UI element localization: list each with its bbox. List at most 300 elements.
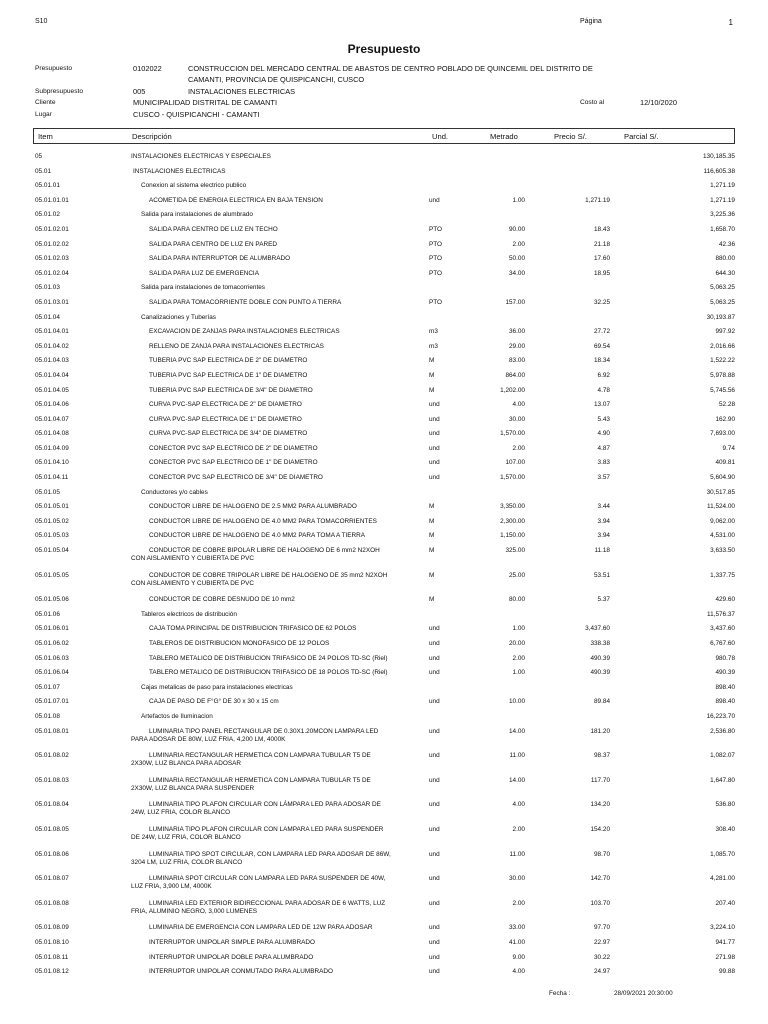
row-precio: 6.92 bbox=[597, 371, 610, 379]
table-row bbox=[35, 798, 735, 823]
row-precio: 103.70 bbox=[590, 899, 610, 907]
row-parcial: 308.40 bbox=[715, 825, 735, 833]
row-parcial: 11,524.00 bbox=[707, 503, 735, 511]
cliente-value: MUNICIPALIDAD DISTRITAL DE CAMANTI bbox=[133, 98, 277, 107]
row-precio: 154.20 bbox=[590, 825, 610, 833]
row-description: CONECTOR PVC SAP ELECTRICO DE 1" DE DIAMETRO bbox=[149, 459, 318, 467]
table-row bbox=[35, 471, 735, 486]
table-row bbox=[35, 652, 735, 667]
row-unit: und bbox=[429, 825, 440, 833]
row-description: LUMINARIA DE EMERGENCIA CON LAMPARA LED DE 12W PARA ADOSAR bbox=[149, 924, 373, 932]
row-description: INTERRUPTOR UNIPOLAR SIMPLE PARA ALUMBRADO bbox=[149, 938, 315, 946]
row-precio: 22.97 bbox=[594, 938, 610, 946]
row-description: TABLEROS DE DISTRIBUCION MONOFASICO DE 12 POLOS bbox=[149, 640, 330, 647]
table-row bbox=[35, 695, 735, 710]
row-item-code: 05.01.08.05 bbox=[35, 825, 69, 833]
row-unit: M bbox=[429, 386, 435, 394]
row-item-code: 05.01.04.01 bbox=[35, 328, 69, 336]
col-descripcion: Descripción bbox=[132, 132, 172, 141]
row-precio: 181.20 bbox=[590, 727, 610, 735]
lugar-label: Lugar bbox=[35, 111, 52, 118]
presupuesto-desc-1: CONSTRUCCION DEL MERCADO CENTRAL DE ABASTOS DE CENTRO POBLADO DE QUINCEMIL DEL DISTRITO DE bbox=[188, 64, 593, 73]
row-description: LUMINARIA TIPO PLAFON CIRCULAR CON LAMPARA LED PARA SUSPENDER DE 24W, LUZ FRIA, COLOR BLANCO bbox=[131, 825, 384, 841]
row-item-code: 05.01.03.01 bbox=[35, 298, 69, 306]
table-row bbox=[35, 569, 735, 594]
row-metrado: 1,570.00 bbox=[500, 430, 525, 438]
row-description: SALIDA PARA CENTRO DE LUZ EN TECHO bbox=[149, 225, 278, 233]
row-parcial: 30,517.85 bbox=[706, 488, 735, 496]
row-item-code: 05.01.05 bbox=[35, 488, 60, 496]
row-item-code: 05.01.08.02 bbox=[35, 752, 69, 760]
table-row bbox=[35, 897, 735, 922]
row-parcial: 30,193.87 bbox=[706, 313, 735, 321]
row-unit: M bbox=[429, 571, 435, 579]
lugar-value: CUSCO - QUISPICANCHI - CAMANTI bbox=[133, 110, 260, 119]
row-description: CONDUCTOR LIBRE DE HALOGENO DE 2.5 MM2 PARA ALUMBRADO bbox=[149, 503, 357, 511]
table-row bbox=[35, 325, 735, 340]
row-unit: M bbox=[429, 547, 435, 555]
row-parcial: 6,767.60 bbox=[710, 640, 735, 647]
presupuesto-label: Presupuesto bbox=[35, 65, 73, 72]
row-parcial: 7,693.00 bbox=[710, 430, 735, 438]
table-row bbox=[35, 427, 735, 442]
row-precio: 24.97 bbox=[594, 968, 610, 976]
row-item-code: 05.01.06.04 bbox=[35, 669, 69, 677]
row-parcial: 11,576.37 bbox=[707, 610, 735, 618]
table-row bbox=[35, 311, 735, 326]
row-description: CURVA PVC-SAP ELECTRICA DE 2" DE DIAMETRO bbox=[149, 401, 302, 409]
row-unit: und bbox=[429, 953, 440, 961]
row-precio: 4.78 bbox=[597, 386, 610, 394]
row-unit: und bbox=[429, 968, 440, 976]
row-unit: M bbox=[429, 503, 435, 511]
row-unit: und bbox=[429, 727, 440, 735]
row-unit: und bbox=[429, 654, 440, 662]
row-parcial: 1,082.07 bbox=[710, 752, 735, 760]
row-parcial: 5,063.25 bbox=[710, 298, 735, 306]
row-item-code: 05.01.05.01 bbox=[35, 503, 69, 511]
table-row bbox=[35, 774, 735, 799]
row-unit: M bbox=[429, 596, 435, 604]
row-description: Salida para instalaciones de tomacorrientes bbox=[141, 284, 265, 292]
row-metrado: 2,300.00 bbox=[500, 517, 525, 525]
row-unit: und bbox=[429, 801, 440, 809]
row-unit: m3 bbox=[429, 328, 438, 336]
row-precio: 490.39 bbox=[590, 654, 610, 662]
cliente-label: Cliente bbox=[35, 99, 56, 106]
row-description: SALIDA PARA LUZ DE EMERGENCIA bbox=[149, 269, 259, 277]
row-item-code: 05.01.02.01 bbox=[35, 225, 69, 233]
row-precio: 18.34 bbox=[594, 357, 610, 365]
row-unit: PTO bbox=[429, 225, 443, 233]
row-parcial: 5,745.56 bbox=[710, 386, 735, 394]
row-item-code: 05.01.08.12 bbox=[35, 968, 69, 976]
row-item-code: 05.01.07 bbox=[35, 683, 60, 691]
subpresupuesto-label: Subpresupuesto bbox=[35, 88, 84, 95]
col-precio: Precio S/. bbox=[554, 132, 587, 141]
row-metrado: 864.00 bbox=[505, 371, 525, 379]
row-parcial: 880.00 bbox=[715, 255, 735, 263]
row-precio: 18.95 bbox=[594, 269, 610, 277]
row-description: INSTALACIONES ELECTRICAS bbox=[133, 167, 226, 175]
row-metrado: 3,350.00 bbox=[500, 503, 525, 511]
row-parcial: 5,604.90 bbox=[710, 474, 735, 482]
row-item-code: 05 bbox=[35, 153, 43, 160]
row-metrado: 36.00 bbox=[509, 328, 525, 336]
table-row bbox=[35, 500, 735, 515]
row-unit: M bbox=[429, 371, 435, 379]
row-metrado: 107.00 bbox=[505, 459, 525, 467]
row-unit: und bbox=[429, 924, 440, 932]
row-unit: und bbox=[429, 401, 440, 409]
row-description: LUMINARIA TIPO PANEL RECTANGULAR DE 0.30X1.20MCON LAMPARA LED PARA ADOSAR DE 80W, LUZ FRIA, 4,200 LM, 4000K bbox=[131, 727, 379, 743]
row-unit: m3 bbox=[429, 342, 438, 350]
table-row bbox=[35, 384, 735, 399]
row-unit: und bbox=[429, 938, 440, 946]
table-row bbox=[35, 223, 735, 238]
row-item-code: 05.01.04.09 bbox=[35, 444, 69, 452]
table-row bbox=[35, 593, 735, 608]
page-title: Presupuesto bbox=[347, 42, 421, 56]
row-parcial: 4,531.00 bbox=[710, 532, 735, 540]
row-parcial: 1,271.19 bbox=[710, 196, 735, 204]
table-row bbox=[35, 340, 735, 355]
row-item-code: 05.01 bbox=[35, 167, 51, 175]
row-item-code: 05.01.08 bbox=[35, 712, 60, 720]
table-row bbox=[35, 486, 735, 501]
row-parcial: 644.30 bbox=[715, 269, 735, 277]
row-description: TABLERO METALICO DE DISTRIBUCION TRIFASICO DE 24 POLOS TD-SC (Riel) bbox=[149, 654, 388, 662]
row-parcial: 42.36 bbox=[719, 240, 735, 248]
row-parcial: 3,225.36 bbox=[710, 211, 735, 219]
row-item-code: 05.01.04.05 bbox=[35, 386, 69, 394]
row-metrado: 83.00 bbox=[509, 357, 525, 365]
col-parcial: Parcial S/. bbox=[624, 132, 659, 141]
row-metrado: 2.00 bbox=[512, 899, 525, 907]
row-precio: 69.54 bbox=[594, 342, 610, 350]
row-precio: 4.87 bbox=[597, 444, 610, 452]
row-unit: und bbox=[429, 415, 440, 423]
top-line bbox=[35, 18, 733, 30]
row-metrado: 157.00 bbox=[505, 298, 525, 306]
row-parcial: 271.98 bbox=[715, 953, 735, 961]
table-row bbox=[35, 710, 735, 725]
row-parcial: 1,271.19 bbox=[710, 182, 735, 190]
row-item-code: 05.01.04.06 bbox=[35, 401, 69, 409]
row-item-code: 05.01.02.02 bbox=[35, 240, 69, 248]
row-metrado: 1,202.00 bbox=[500, 386, 525, 394]
table-row bbox=[35, 608, 735, 623]
row-parcial: 207.40 bbox=[715, 899, 735, 907]
row-precio: 53.51 bbox=[594, 571, 610, 579]
row-item-code: 05.01.04.07 bbox=[35, 415, 69, 423]
row-metrado: 4.00 bbox=[512, 401, 525, 409]
row-unit: und bbox=[429, 875, 440, 883]
table-row bbox=[35, 637, 735, 652]
table-row bbox=[35, 354, 735, 369]
row-unit: und bbox=[429, 899, 440, 907]
table-row bbox=[35, 369, 735, 384]
row-unit: PTO bbox=[429, 298, 443, 306]
row-item-code: 05.01.04.10 bbox=[35, 459, 69, 467]
row-parcial: 536.80 bbox=[715, 801, 735, 809]
row-unit: und bbox=[429, 430, 440, 438]
row-precio: 117.70 bbox=[590, 776, 610, 784]
row-item-code: 05.01.06.02 bbox=[35, 640, 69, 647]
table-row bbox=[35, 398, 735, 413]
row-description: TUBERIA PVC SAP ELECTRICA DE 1" DE DIAMETRO bbox=[149, 371, 308, 379]
row-item-code: 05.01.05.04 bbox=[35, 547, 69, 555]
row-metrado: 325.00 bbox=[505, 547, 525, 555]
row-description: SALIDA PARA INTERRUPTOR DE ALUMBRADO bbox=[149, 255, 291, 263]
table-row bbox=[35, 951, 735, 966]
row-item-code: 05.01.08.10 bbox=[35, 938, 69, 946]
row-precio: 5.37 bbox=[597, 596, 610, 604]
column-header bbox=[33, 128, 735, 144]
row-description: CONDUCTOR DE COBRE BIPOLAR LIBRE DE HALOGENO DE 6 mm2 N2XOH CON AISLAMIENTO Y CUBIERTA DE PVC bbox=[131, 547, 380, 563]
row-description: Conductores y/o cables bbox=[141, 488, 208, 496]
row-description: RELLENO DE ZANJA PARA INSTALACIONES ELECTRICAS bbox=[149, 342, 324, 350]
row-parcial: 1,658.70 bbox=[710, 225, 735, 233]
row-item-code: 05.01.08.04 bbox=[35, 801, 69, 809]
row-metrado: 2.00 bbox=[512, 654, 525, 662]
row-parcial: 490.39 bbox=[715, 669, 735, 677]
row-parcial: 2,536.80 bbox=[710, 727, 735, 735]
row-metrado: 11.00 bbox=[509, 752, 525, 760]
row-unit: M bbox=[429, 532, 435, 540]
table-row bbox=[35, 515, 735, 530]
row-description: CONDUCTOR DE COBRE TRIPOLAR LIBRE DE HALOGENO DE 35 mm2 N2XOH CON AISLAMIENTO Y CUBIERTA DE PVC bbox=[131, 571, 388, 587]
row-parcial: 162.90 bbox=[715, 415, 735, 423]
table-row bbox=[35, 208, 735, 223]
table-row bbox=[35, 965, 735, 980]
row-parcial: 1,085.70 bbox=[710, 850, 735, 858]
row-description: TABLERO METALICO DE DISTRIBUCION TRIFASICO DE 18 POLOS TD-SC (Riel) bbox=[149, 669, 388, 677]
row-metrado: 9.00 bbox=[512, 953, 525, 961]
row-unit: PTO bbox=[429, 240, 443, 248]
row-precio: 490.39 bbox=[590, 669, 610, 677]
row-unit: M bbox=[429, 517, 435, 525]
row-description: INSTALACIONES ELECTRICAS Y ESPECIALES bbox=[131, 153, 271, 160]
row-item-code: 05.01.01.01 bbox=[35, 196, 69, 204]
row-description: INTERRUPTOR UNIPOLAR DOBLE PARA ALUMBRADO bbox=[149, 953, 314, 961]
row-precio: 1,271.19 bbox=[585, 196, 610, 204]
row-item-code: 05.01.06 bbox=[35, 610, 60, 618]
table-row bbox=[35, 749, 735, 774]
row-unit: und bbox=[429, 640, 440, 647]
row-metrado: 90.00 bbox=[509, 225, 525, 233]
row-item-code: 05.01.04.03 bbox=[35, 357, 69, 365]
row-precio: 17.60 bbox=[594, 255, 610, 263]
row-unit: und bbox=[429, 444, 440, 452]
row-description: LUMINARIA RECTANGULAR HERMETICA CON LAMPARA TUBULAR T5 DE 2X30W, LUZ BLANCA PARA ADOSAR bbox=[131, 752, 371, 768]
row-item-code: 05.01.07.01 bbox=[35, 698, 69, 706]
table-row bbox=[35, 413, 735, 428]
row-parcial: 130,185.35 bbox=[703, 153, 735, 160]
row-precio: 3.94 bbox=[597, 517, 610, 525]
row-item-code: 05.01.03 bbox=[35, 284, 60, 292]
row-parcial: 980.78 bbox=[715, 654, 735, 662]
row-parcial: 52.28 bbox=[719, 401, 735, 409]
row-precio: 3,437.60 bbox=[585, 625, 610, 633]
row-description: Conexion al sistema electrico publico bbox=[141, 182, 247, 190]
table-row bbox=[35, 238, 735, 253]
row-item-code: 05.01.08.09 bbox=[35, 924, 69, 932]
row-item-code: 05.01.05.06 bbox=[35, 596, 69, 604]
row-metrado: 1.00 bbox=[512, 625, 525, 633]
row-metrado: 20.00 bbox=[509, 640, 525, 647]
row-description: Salida para instalaciones de alumbrado bbox=[141, 211, 253, 219]
row-precio: 134.20 bbox=[590, 801, 610, 809]
row-item-code: 05.01.04.08 bbox=[35, 430, 69, 438]
row-item-code: 05.01.06.03 bbox=[35, 654, 69, 662]
row-unit: und bbox=[429, 625, 440, 633]
row-parcial: 4,281.00 bbox=[710, 875, 735, 883]
presupuesto-desc-2: CAMANTI, PROVINCIA DE QUISPICANCHI, CUSCO bbox=[188, 75, 365, 84]
table-row bbox=[35, 281, 735, 296]
row-description: CONDUCTOR DE COBRE DESNUDO DE 10 mm2 bbox=[149, 596, 295, 604]
row-unit: PTO bbox=[429, 255, 443, 263]
row-precio: 18.43 bbox=[594, 225, 610, 233]
row-description: LUMINARIA LED EXTERIOR BIDIRECCIONAL PARA ADOSAR DE 6 WATTS, LUZ FRIA, ALUMINIO NEGRO, 3,000 LUMENES bbox=[131, 899, 386, 915]
row-parcial: 409.81 bbox=[715, 459, 735, 467]
row-parcial: 5,978.88 bbox=[710, 371, 735, 379]
row-item-code: 05.01.08.08 bbox=[35, 899, 69, 907]
fecha-label: Fecha : bbox=[549, 990, 571, 997]
row-item-code: 05.01.04 bbox=[35, 313, 60, 321]
subpresupuesto-desc: INSTALACIONES ELECTRICAS bbox=[188, 87, 296, 96]
table-row bbox=[35, 252, 735, 267]
page-label: Página bbox=[580, 18, 602, 25]
table-row bbox=[35, 442, 735, 457]
row-description: SALIDA PARA CENTRO DE LUZ EN PARED bbox=[149, 240, 277, 248]
row-metrado: 30.00 bbox=[509, 415, 525, 423]
row-precio: 98.37 bbox=[594, 752, 610, 760]
row-parcial: 997.92 bbox=[715, 328, 735, 336]
row-parcial: 941.77 bbox=[715, 938, 735, 946]
row-metrado: 1.00 bbox=[512, 669, 525, 677]
row-description: Cajas metalicas de paso para instalaciones electricas bbox=[141, 683, 293, 691]
row-precio: 4.90 bbox=[597, 430, 610, 438]
row-item-code: 05.01.08.11 bbox=[35, 953, 69, 961]
costo-value: 12/10/2020 bbox=[640, 98, 677, 107]
row-item-code: 05.01.08.06 bbox=[35, 850, 69, 858]
row-description: LUMINARIA TIPO PLAFON CIRCULAR CON LÁMPARA LED PARA ADOSAR DE 24W, LUZ FRIA, COLOR BLANCO bbox=[131, 801, 381, 817]
row-description: CONECTOR PVC SAP ELECTRICO DE 3/4" DE DIAMETRO bbox=[149, 474, 323, 482]
row-description: CAJA DE PASO DE F°G° DE 30 x 30 x 15 cm bbox=[149, 698, 279, 706]
row-parcial: 99.88 bbox=[719, 968, 735, 976]
row-description: ACOMETIDA DE ENERGIA ELECTRICA EN BAJA TENSION bbox=[149, 196, 323, 204]
row-item-code: 05.01.02.03 bbox=[35, 255, 69, 263]
row-unit: und bbox=[429, 752, 440, 760]
col-metrado: Metrado bbox=[490, 132, 518, 141]
table-row bbox=[35, 179, 735, 194]
row-item-code: 05.01.02.04 bbox=[35, 269, 69, 277]
table-row bbox=[35, 681, 735, 696]
row-parcial: 429.60 bbox=[715, 596, 735, 604]
row-description: CONDUCTOR LIBRE DE HALOGENO DE 4.0 MM2 PARA TOMACORRIENTES bbox=[149, 517, 377, 525]
table-row bbox=[35, 194, 735, 209]
row-item-code: 05.01.06.01 bbox=[35, 625, 69, 633]
table-row bbox=[35, 529, 735, 544]
row-parcial: 898.40 bbox=[715, 698, 735, 706]
row-metrado: 1,570.00 bbox=[500, 474, 525, 482]
row-precio: 32.25 bbox=[594, 298, 610, 306]
table-row bbox=[35, 725, 735, 750]
row-precio: 21.18 bbox=[594, 240, 610, 248]
row-parcial: 898.40 bbox=[715, 683, 735, 691]
row-item-code: 05.01.05.05 bbox=[35, 571, 69, 579]
row-precio: 338.38 bbox=[590, 640, 610, 647]
row-description: LUMINARIA TIPO SPOT CIRCULAR, CON LAMPARA LED PARA ADOSAR DE 86W, 3204 LM, LUZ FRIA, COLOR BLANCO bbox=[131, 850, 391, 866]
row-unit: und bbox=[429, 698, 440, 706]
row-metrado: 14.00 bbox=[509, 776, 525, 784]
row-unit: und bbox=[429, 850, 440, 858]
col-item: Item bbox=[38, 132, 53, 141]
row-item-code: 05.01.08.03 bbox=[35, 776, 69, 784]
row-unit: und bbox=[429, 474, 440, 482]
row-unit: M bbox=[429, 357, 435, 365]
page-number: 1 bbox=[728, 18, 733, 27]
row-precio: 3.94 bbox=[597, 532, 610, 540]
row-metrado: 2.00 bbox=[512, 240, 525, 248]
row-parcial: 1,337.75 bbox=[710, 571, 735, 579]
row-parcial: 3,224.10 bbox=[710, 924, 735, 932]
row-unit: und bbox=[429, 669, 440, 677]
row-metrado: 11.00 bbox=[509, 850, 525, 858]
row-metrado: 30.00 bbox=[509, 875, 525, 883]
row-parcial: 9.74 bbox=[722, 444, 735, 452]
row-description: EXCAVACION DE ZANJAS PARA INSTALACIONES ELECTRICAS bbox=[149, 328, 340, 336]
row-metrado: 34.00 bbox=[509, 269, 525, 277]
row-description: LUMINARIA RECTANGULAR HERMETICA CON LAMPARA TUBULAR T5 DE 2X30W, LUZ BLANCA PARA SUSPENDER bbox=[131, 776, 371, 792]
row-precio: 11.18 bbox=[594, 547, 610, 555]
row-description: CONDUCTOR LIBRE DE HALOGENO DE 4.0 MM2 PARA TOMA A TIERRA bbox=[149, 532, 366, 540]
row-metrado: 80.00 bbox=[509, 596, 525, 604]
row-parcial: 9,062.00 bbox=[710, 517, 735, 525]
row-metrado: 1.00 bbox=[512, 196, 525, 204]
row-unit: und bbox=[429, 459, 440, 467]
row-unit: und bbox=[429, 196, 440, 204]
table-row bbox=[35, 456, 735, 471]
row-parcial: 1,522.22 bbox=[710, 357, 735, 365]
table-row bbox=[35, 921, 735, 936]
row-parcial: 116,605.38 bbox=[703, 167, 735, 175]
row-unit: PTO bbox=[429, 269, 443, 277]
table-row bbox=[35, 150, 735, 165]
row-description: Artefactos de Iluminacion bbox=[141, 712, 213, 720]
row-precio: 97.70 bbox=[594, 924, 610, 932]
table-row bbox=[35, 823, 735, 848]
row-precio: 3.57 bbox=[597, 474, 610, 482]
row-metrado: 50.00 bbox=[509, 255, 525, 263]
row-item-code: 05.01.08.01 bbox=[35, 727, 69, 735]
subpresupuesto-code: 005 bbox=[133, 87, 146, 96]
table-row bbox=[35, 936, 735, 951]
row-description: CAJA TOMA PRINCIPAL DE DISTRIBUCION TRIFASICO DE 62 POLOS bbox=[149, 625, 357, 633]
row-metrado: 4.00 bbox=[512, 968, 525, 976]
row-item-code: 05.01.01 bbox=[35, 182, 60, 190]
row-precio: 3.44 bbox=[597, 503, 610, 511]
row-description: Canalizaciones y Tuberías bbox=[141, 313, 216, 321]
col-und: Und. bbox=[432, 132, 449, 141]
row-precio: 142.70 bbox=[590, 875, 610, 883]
row-description: LUMINARIA SPOT CIRCULAR CON LAMPARA LED PARA SUSPENDER DE 40W, LUZ FRIA, 3,900 LM, 4000K bbox=[131, 875, 386, 891]
budget-table bbox=[35, 150, 735, 980]
row-description: TUBERIA PVC SAP ELECTRICA DE 2" DE DIAMETRO bbox=[149, 357, 308, 365]
row-description: SALIDA PARA TOMACORRIENTE DOBLE CON PUNTO A TIERRA bbox=[149, 298, 342, 306]
row-metrado: 10.00 bbox=[509, 698, 525, 706]
